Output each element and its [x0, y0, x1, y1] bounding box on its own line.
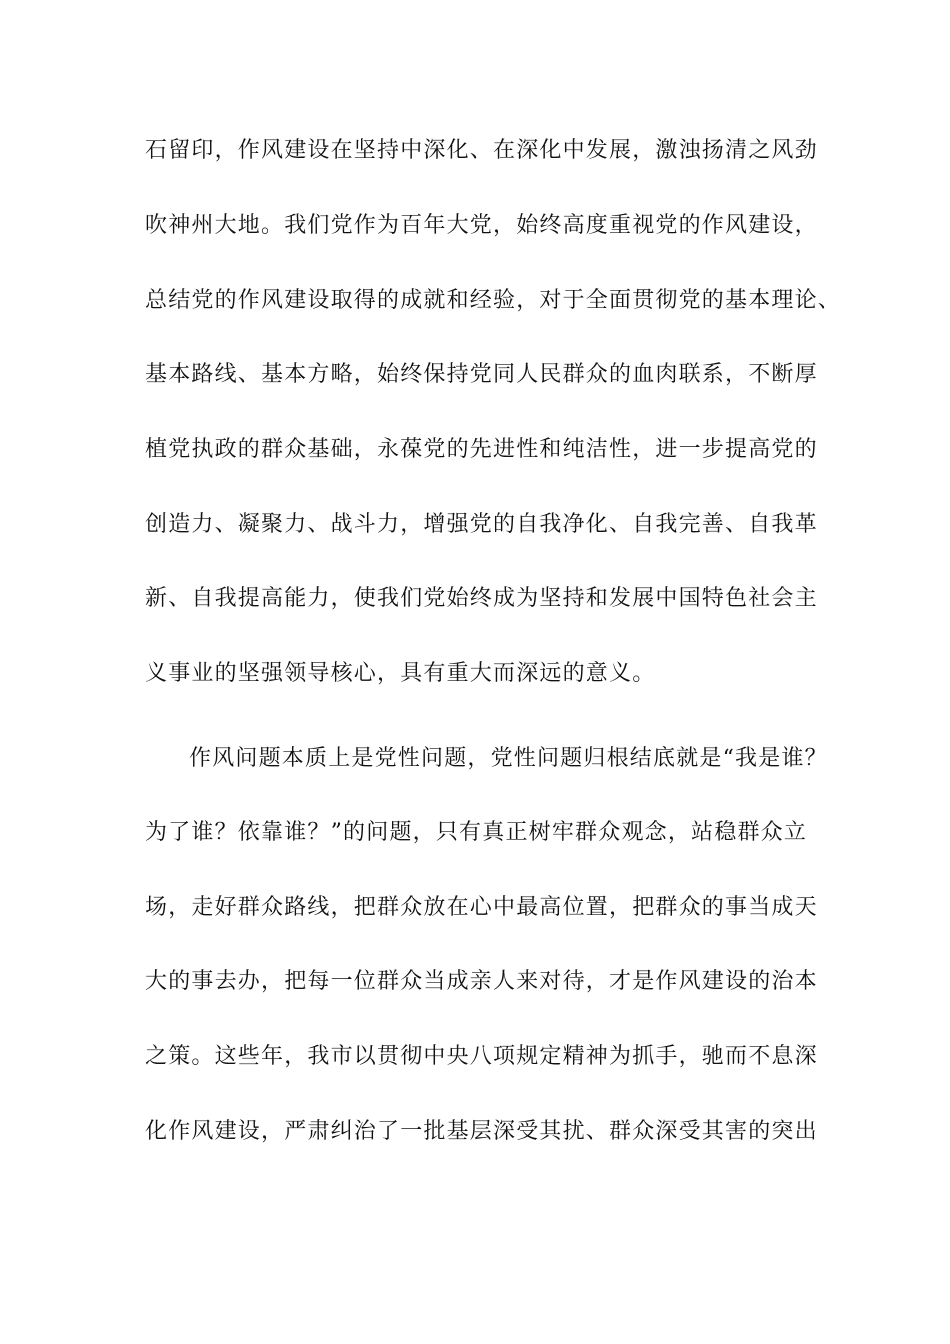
paragraph-1-line: 基本路线、基本方略，始终保持党同人民群众的血肉联系，不断厚	[145, 362, 818, 387]
paragraph-1-line: 石留印，作风建设在坚持中深化、在深化中发展，激浊扬清之风劲	[145, 138, 818, 163]
paragraph-2-line: 之策。这些年，我市以贯彻中央八项规定精神为抓手，驰而不息深	[145, 1044, 818, 1069]
paragraph-1-line: 创造力、凝聚力、战斗力，增强党的自我净化、自我完善、自我革	[145, 512, 818, 537]
paragraph-2-line: 场，走好群众路线，把群众放在心中最高位置，把群众的事当成天	[145, 895, 818, 920]
paragraph-2-line: 为了谁？依靠谁？”的问题，只有真正树牢群众观念，站稳群众立	[145, 820, 808, 845]
paragraph-1-line: 植党执政的群众基础，永葆党的先进性和纯洁性，进一步提高党的	[145, 437, 818, 462]
paragraph-1-line: 义事业的坚强领导核心，具有重大而深远的意义。	[145, 661, 656, 686]
paragraph-1-line: 新、自我提高能力，使我们党始终成为坚持和发展中国特色社会主	[145, 586, 818, 611]
paragraph-2-line: 作风问题本质上是党性问题，党性问题归根结底就是“我是谁？	[189, 746, 828, 771]
paragraph-2-line: 化作风建设，严肃纠治了一批基层深受其扰、群众深受其害的突出	[145, 1119, 818, 1144]
paragraph-1-line: 总结党的作风建设取得的成就和经验，对于全面贯彻党的基本理论、	[145, 288, 842, 313]
paragraph-1-line: 吹神州大地。我们党作为百年大党，始终高度重视党的作风建设，	[145, 213, 818, 238]
paragraph-2-line: 大的事去办，把每一位群众当成亲人来对待，才是作风建设的治本	[145, 969, 818, 994]
